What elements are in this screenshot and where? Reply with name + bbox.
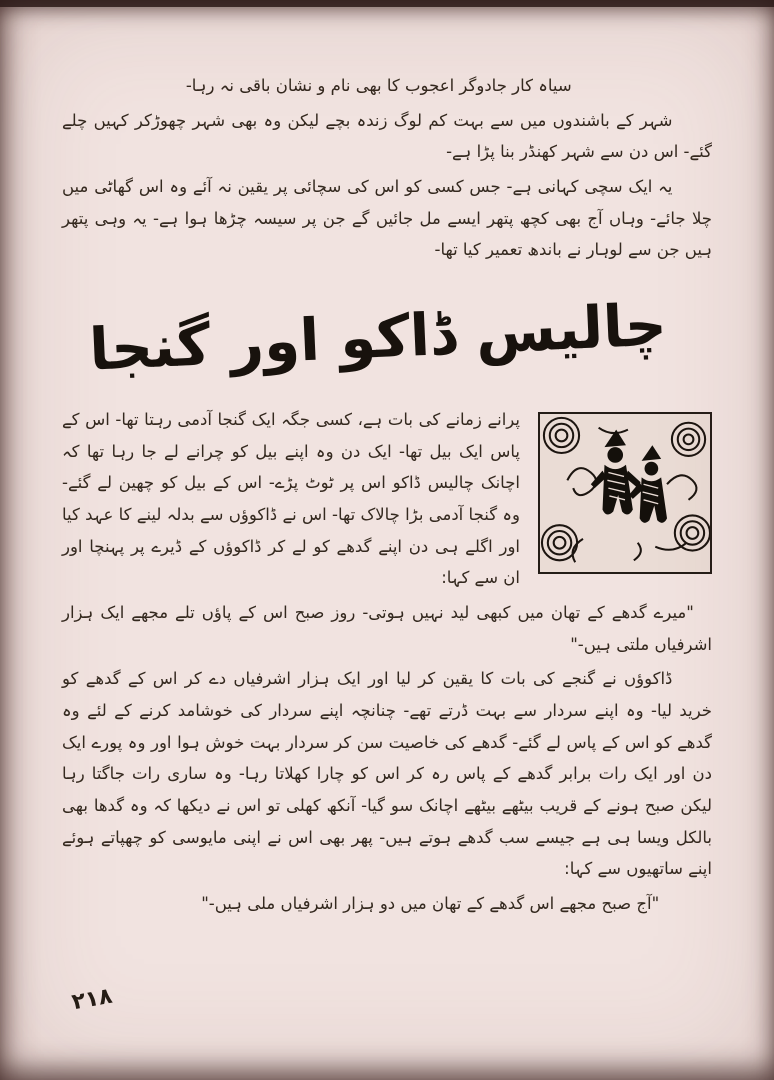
story-body [62, 404, 712, 923]
story-paragraph-2: ڈاکوؤں نے گنجے کی بات کا یقین کر لیا اور ایک ہزار اشرفیاں دے کر اس کے گدھے کو خرید لیا- وہ اپنے سردار سے بہت ڈرتے تھے- چنانچہ اپنے سردار کی خوشامد کرنے کے لئے وہ گدھے کو اس کے پاس لے گئے- گدھے کی خاصیت سن کر سردار بہت خوش ہوا اور وہ پورے ایک دن اور ایک رات برابر گدھے کے پاس رہ کر اس کو چارا کھلاتا رہا- وہ ساری رات جاگتا رہا لیکن صبح ہونے کے قریب بیٹھے بیٹھے اچانک سو گیا- آنکھ کھلی تو اس نے دیکھا کہ وہ گدھا بھی بالکل ویسا ہی ہے جیسے سب گدھے ہوتے ہیں- پھر بھی اس نے اپنی مایوسی کو چھپاتے ہوئے اپنے ساتھیوں سے کہا: [62, 669, 712, 879]
story-quote-1: "میرے گدھے کے تھان میں کبھی لید نہیں ہوتی- روز صبح اس کے پاؤں تلے مجھے ایک ہزار اشرفیاں ملتی ہیں-" [62, 602, 712, 654]
story-title: چالیس ڈاکو اور گنجا [87, 290, 669, 384]
page-number: ۲۱۸ [70, 983, 115, 1016]
page-content [62, 70, 712, 923]
woodcut-illustration-graphic [540, 414, 710, 572]
intro-closing-line: سیاہ کار جادوگر اعجوب کا بھی نام و نشان باقی نہ رہا- [185, 76, 572, 95]
story-paragraph-1: پرانے زمانے کی بات ہے، کسی جگہ ایک گنجا آدمی رہتا تھا- اس کے پاس ایک بیل تھا- ایک دن وہ اپنے بیل کو چرانے لے جا رہا تھا کہ اچانک چالیس ڈاکو اس پر ٹوٹ پڑے- اس کے بیل کو چھین لے گئے- وہ گنجا آدمی بڑا چالاک تھا- اس نے ڈاکوؤں سے بدلہ لینے کا عہد کیا اور اگلے ہی دن اپنے گدھے کو لے کر ڈاکوؤں کے ڈیرے پر پہنچا اور ان سے کہا: [62, 409, 520, 588]
woodcut-robbers-illustration [538, 412, 712, 574]
intro-paragraph-2: یہ ایک سچی کہانی ہے- جس کسی کو اس کی سچائی پر یقین نہ آئے وہ اس گھاٹی میں چلا جائے- وہاں آج بھی کچھ پتھر ایسے مل جائیں گے جن پر سیسہ چڑھا ہوا ہے- یہ وہی پتھر ہیں جن سے لوہار نے باندھ تعمیر کیا تھا- [62, 177, 712, 260]
story-quote-2: "آج صبح مجھے اس گدھے کے تھان میں دو ہزار اشرفیاں ملی ہیں-" [201, 893, 660, 913]
intro-paragraph-1: شہر کے باشندوں میں سے بہت کم لوگ زندہ بچے لیکن وہ بھی شہر چھوڑکر کہیں چلے گئے- اس دن سے شہر کھنڈر بنا پڑا ہے- [62, 110, 712, 162]
